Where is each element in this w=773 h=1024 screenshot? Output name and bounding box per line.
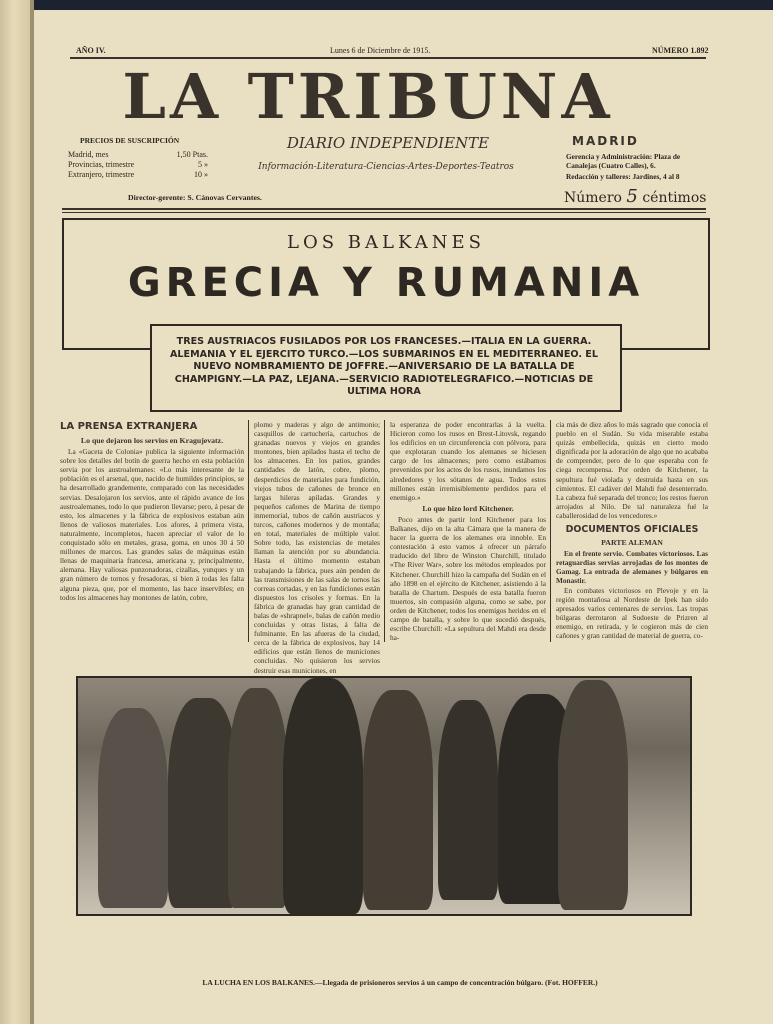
article-lead: En el frente servio. Combates victoriosos. Las retaguardias servias arrojadas de los montes de Gamag. La entrada de alemanes y búlgaros en Monastir. — [556, 549, 708, 586]
column-divider — [384, 420, 385, 642]
date-label: Lunes 6 de Diciembre de 1915. — [330, 46, 431, 55]
price-label: Número — [564, 190, 622, 206]
year-label: AÑO IV. — [76, 46, 106, 55]
article-column-2 — [254, 420, 380, 675]
issue-price — [564, 186, 706, 207]
issue-number: NÚMERO 1.892 — [652, 46, 709, 55]
subscription-place: Madrid, mes — [68, 150, 109, 159]
section-title: DOCUMENTOS OFICIALES — [565, 524, 699, 536]
director-line: Director-gerente: S. Cánovas Cervantes. — [128, 193, 262, 202]
price-unit: céntimos — [642, 190, 707, 206]
article-subhead: Lo que dejaron los servios en Kragujevatz. — [80, 436, 224, 445]
subscription-place: Extranjero, trimestre — [68, 170, 135, 179]
sections-line: Información-Literatura-Ciencias-Artes-Deportes-Teatros — [258, 162, 514, 172]
subscription-place: Provincias, trimestre — [68, 160, 135, 169]
subscription-row — [68, 150, 208, 160]
column-divider — [550, 420, 551, 642]
masthead-city: MADRID — [572, 134, 639, 148]
headline-title: GRECIA Y RUMANIA — [127, 260, 645, 306]
prisoner-figure — [228, 688, 288, 908]
prisoner-figure — [98, 708, 168, 908]
subscription-table — [68, 150, 208, 180]
subscription-row — [68, 160, 208, 170]
masthead-title: LA TRIBUNA — [122, 60, 614, 133]
subscription-price: 10 » — [194, 170, 208, 179]
article-text: cía más de diez años lo más sagrado que conocía el pueblo en el Sudán. Su vida miserable estaba quizás embellecida, quizás en cierto modo dignificada por la adoración de algo que no acababa de comprender, pero de lo que esperaba con fe ciega recompensa. Por orden de Kitchener, la sepultura fué violada y destruida hasta en sus cimientos. El cadáver del Mahdi fué desenterrado. La cabeza fué separada del tronco; los restos fueron arrojados al Nilo. De tal naturaleza fué la caballerosidad de los vencedores.» — [556, 420, 708, 520]
headline-summary: TRES AUSTRIACOS FUSILADOS POR LOS FRANCESES.—ITALIA EN LA GUERRA. ALEMANIA Y EL EJERCITO TURCO.—LOS SUBMARINOS EN EL MEDITERRANEO. EL NUEVO NOMBRAMIENTO DE JOFFRE.—ANIVERSARIO DE LA BATALLA DE CHAMPIGNY.—LA PAZ, LEJANA.—SERVICIO RADIOTELEGRAFICO.—NOTICIAS DE ULTIMA HORA — [170, 336, 598, 397]
subscription-price: 1,50 Ptas. — [176, 150, 208, 159]
column-divider — [248, 420, 249, 642]
article-text: plomo y maderas y algo de antimonio; casquillos de cartuchería, cartuchos de granadas nuevos y viejos en grandes montones, bien apilados hasta el techo de los almacenes. En los patios, grandes cantidades de latón, cobre, plomo, desperdicios de materiales para fundición, viejos tubos de cañones de bronce en largas hileras apiladas. Grandes y pequeños cañones de Marina de tiempo inmemorial, tubos de cañón austriacos y turcos, cañones modernos y de montaña; en total, materiales de múltiple valor. Sobre todo, las existencias de metales llaman la atención por su abundancia. Hasta el último momento estaban trabajando la fábrica, pues aún penden de las transmisiones de las salas de tornos las correas cortadas, y en las fundiciones están dispuestos los crisoles y formas. En la fábrica de granadas hay gran cantidad de balas de «shrapnel», balas de cañón medio concluidas y otras listas, á falta de fulminante. En las afueras de la ciudad, cerca de la fábrica de explosivos, hay 14 edificios que están llenos de municiones concluidas. No quisieron los servios destruir esas municiones, en — [254, 420, 380, 675]
subscription-price: 5 » — [198, 160, 208, 169]
subscription-title: PRECIOS DE SUSCRIPCIÓN — [80, 136, 180, 145]
masthead-subtitle: DIARIO INDEPENDIENTE — [286, 134, 490, 152]
editorial-address: Redacción y talleres: Jardines, 4 al 8 — [566, 172, 680, 181]
article-text: Poco antes de partir lord Kitchener para los Balkanes, dijo en la alta Cámara que la manera de hacer la guerra de los alemanes era innoble. En contestación á esto vamos á ofrecer un párrafo traducido del libro de Winston Churchill, titulado «The River War», sobre los métodos empleados por Kitchener. Churchill hizo la campaña del Sudán en el año 1898 en el ejército de Kitchener, asistiendo á la batalla de Chartum. Después de esta batalla fueron muertos, sin compasión alguna, como se sabe, por orden de Kitchener, todos los enemigos heridos en el campo de batalla, y sobre lo que sucedió después, escribe Churchill: «La sepultura del Mahdi era desde ha- — [390, 514, 546, 643]
masthead-rule-thin — [62, 212, 706, 213]
price-value: 5 — [626, 186, 638, 207]
prisoner-figure — [283, 678, 363, 914]
prisoner-figure — [558, 680, 628, 910]
article-text: La «Gaceta de Colonia» publica la siguiente información sobre los detalles del botín de guerra hecho en esta población servia por los austroalemanes: «Lo más interesante de la población es el arsenal, que, nacido de humildes principios, se ha desarrollado grandemente, comparado con las necesidades servias. Desalojaron los servios, ante el rápido avance de los austroalemanes, todo lo que pudieron llevarse; pero, á pesar de esto, los almacenes y la fábrica de explosivos estaban aún llenos de valiosos materiales. Los afores, á primera vista, naturalmente, incompletos, hacen apreciar el valor de lo conquistado sólo en metales, grasa, goma, en unos 30 á 50 millones de marcos. Las grandes salas de máquinas están llenas de maquinaria francesa, americana y, principalmente, alemana. Hay valiosas punzonadoras, cizallas, yunques y un gran número de tornos y fresadoras, si bien á todas les falta alguna pieza, que, por el momento, las hace inservibles; en todos los almacenes hay montones de latón, cobre, — [60, 447, 244, 602]
news-photo — [76, 676, 692, 916]
article-subhead: Lo que hizo lord Kitchener. — [422, 503, 514, 513]
article-column-1 — [60, 420, 244, 642]
headline-kicker: LOS BALKANES — [287, 232, 485, 253]
photo-caption: LA LUCHA EN LOS BALKANES.—Llegada de prisioneros servios á un campo de concentración búlgaro. (Fot. HOFFER.) — [202, 978, 598, 987]
subscription-row — [68, 170, 208, 180]
top-rule — [70, 57, 706, 59]
prisoner-figure — [363, 690, 433, 910]
prisoner-figure — [438, 700, 498, 900]
article-column-3 — [390, 420, 546, 642]
admin-address: Gerencia y Administración: Plaza de Canalejas (Cuatro Calles), 6. — [566, 152, 681, 170]
article-column-4 — [556, 420, 708, 642]
article-title: LA PRENSA EXTRANJERA — [60, 421, 198, 432]
page-binding — [0, 0, 34, 1024]
article-text: En combates victoriosos en Plevoje y en la región montañosa al Nordeste de Ipek han sido apresados varios centenares de servios. Las tropas búlgaras derrotaron al Sudoeste de Prizren al enemigo, en retirada, y le cogieron más de cien cañones y gran cantidad de material de guerra, co- — [556, 585, 708, 640]
masthead-rule — [62, 208, 706, 210]
article-text: la esperanza de poder encontrarlas á la vuelta. Hicieron como los rusos en Brest-Litovsk, regando los edificios en un circunferencia con pólvora, para que explotaran cuando los alemanes se hiciesen cargo de los almacenes; pero como estábamos prevenidos por los actos de los rusos, inundamos los alrededores y los sótanos de agua. Todos estos millones están irremisiblemente perdidos para el enemigo.» — [390, 420, 546, 502]
article-subhead: PARTE ALEMAN — [601, 538, 663, 548]
